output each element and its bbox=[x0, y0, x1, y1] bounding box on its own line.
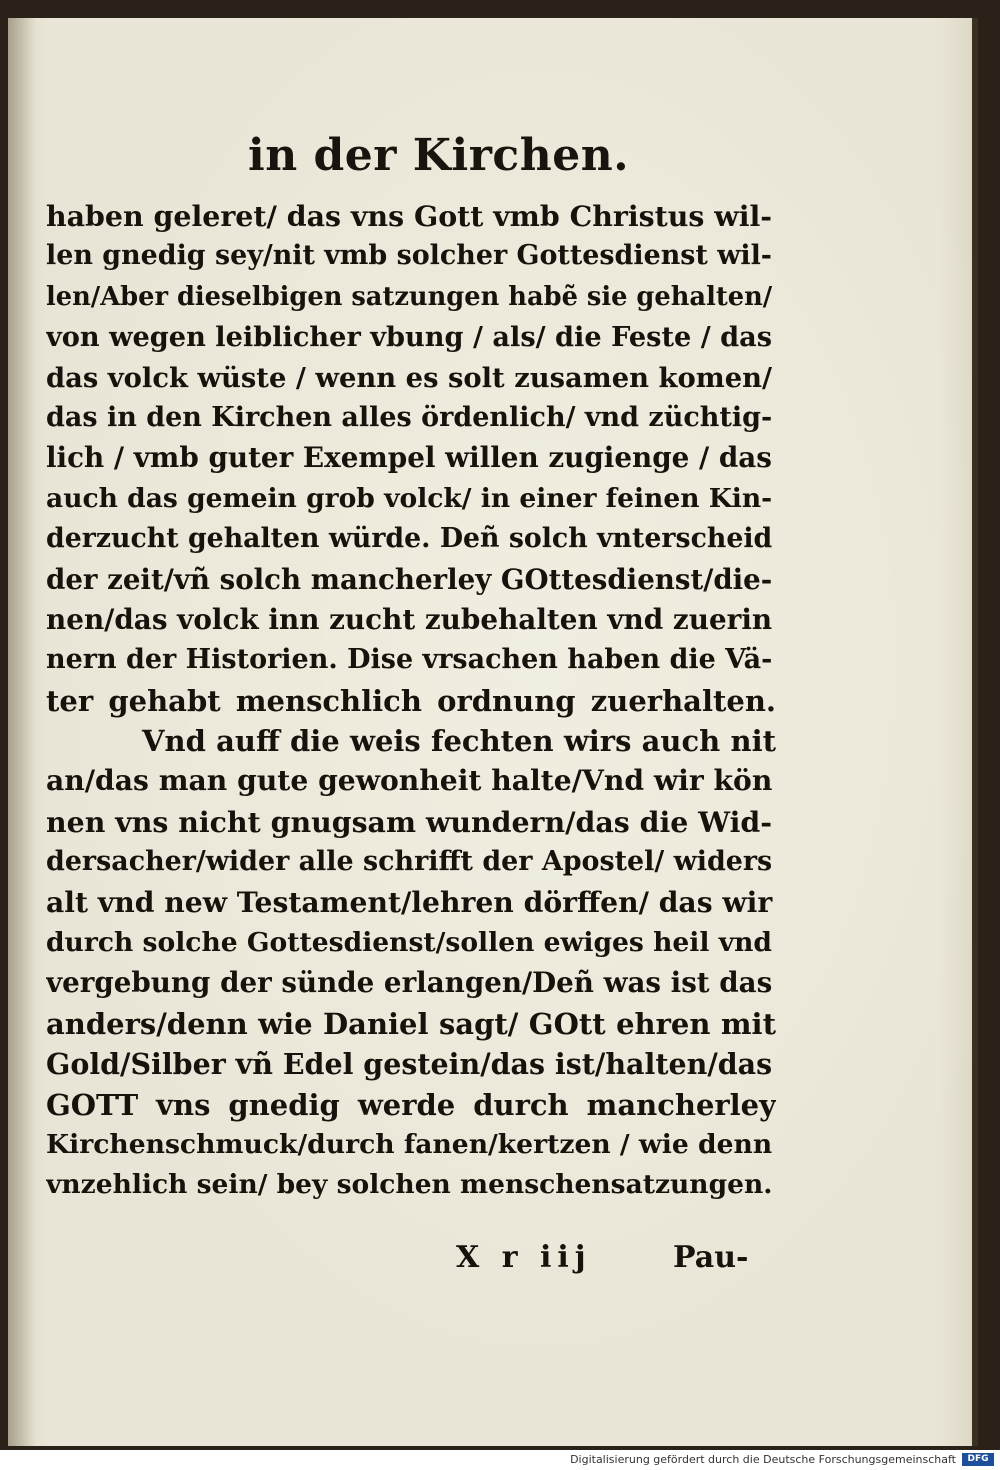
text-line: auch das gemein grob volck/ in einer feinen Kin- bbox=[46, 482, 773, 514]
paragraph-start-line: Vnd auff die weis fechten wirs auch nit bbox=[142, 724, 776, 759]
text-line: ter gehabt menschlich ordnung zuerhalten. bbox=[46, 683, 776, 718]
text-line: Kirchenschmuck/durch fanen/kertzen / wie denn bbox=[46, 1128, 773, 1160]
text-line: vnzehlich sein/ bey solchen menschensatzungen. bbox=[46, 1169, 773, 1201]
page-edge bbox=[972, 18, 978, 1446]
gutter-shadow bbox=[8, 18, 36, 1446]
text-line: das volck wüste / wenn es solt zusamen komen/ bbox=[46, 361, 772, 394]
text-line: lich / vmb guter Exempel willen zugienge / das bbox=[46, 441, 772, 475]
dfg-credit-text: Digitalisierung gefördert durch die Deutsche Forschungsgemeinschaft bbox=[570, 1453, 956, 1466]
body-text bbox=[46, 196, 776, 1206]
text-line: von wegen leiblicher vbung / als/ die Feste / das bbox=[46, 321, 773, 354]
text-line: len gnedig sey/nit vmb solcher Gottesdienst wil- bbox=[46, 240, 772, 272]
signature-mark: X r iij bbox=[456, 1240, 592, 1275]
running-head: in der Kirchen. bbox=[248, 130, 630, 181]
catchword: Pau- bbox=[673, 1240, 749, 1275]
text-line: derzucht gehalten würde. Deñ solch vnterscheid bbox=[46, 523, 773, 555]
text-line: das in den Kirchen alles ördenlich/ vnd züchtig- bbox=[46, 401, 773, 433]
text-line: alt vnd new Testament/lehren dörffen/ das wir bbox=[46, 885, 773, 919]
text-line: nen vns nicht gnugsam wundern/das die Wid- bbox=[46, 804, 772, 839]
book-page bbox=[8, 18, 978, 1446]
text-line: vergebung der sünde erlangen/Deñ was ist das bbox=[46, 966, 773, 1000]
text-line: haben geleret/ das vns Gott vmb Christus wil- bbox=[46, 199, 773, 233]
text-line: len/Aber dieselbigen satzungen habẽ sie gehalten/ bbox=[46, 281, 773, 312]
text-line: anders/denn wie Daniel sagt/ GOtt ehren mit bbox=[46, 1006, 776, 1041]
dfg-logo: DFG bbox=[962, 1453, 994, 1466]
dfg-credit-bar bbox=[0, 1450, 1000, 1470]
page-footer bbox=[8, 1240, 978, 1284]
text-line: nern der Historien. Dise vrsachen haben die Vä- bbox=[46, 644, 773, 676]
text-line: GOTT vns gnedig werde durch mancherley bbox=[46, 1087, 776, 1122]
text-line: an/das man gute gewonheit halte/Vnd wir kön bbox=[46, 764, 773, 798]
text-line: durch solche Gottesdienst/sollen ewiges heil vnd bbox=[46, 927, 772, 959]
text-line: dersacher/wider alle schrifft der Apostel/ widers bbox=[46, 846, 773, 878]
text-line: nen/das volck inn zucht zubehalten vnd zuerin bbox=[46, 602, 773, 636]
text-line: Gold/Silber vñ Edel gestein/das ist/halten/das bbox=[46, 1047, 773, 1082]
text-line: der zeit/vñ solch mancherley GOttesdienst/die- bbox=[46, 562, 773, 596]
